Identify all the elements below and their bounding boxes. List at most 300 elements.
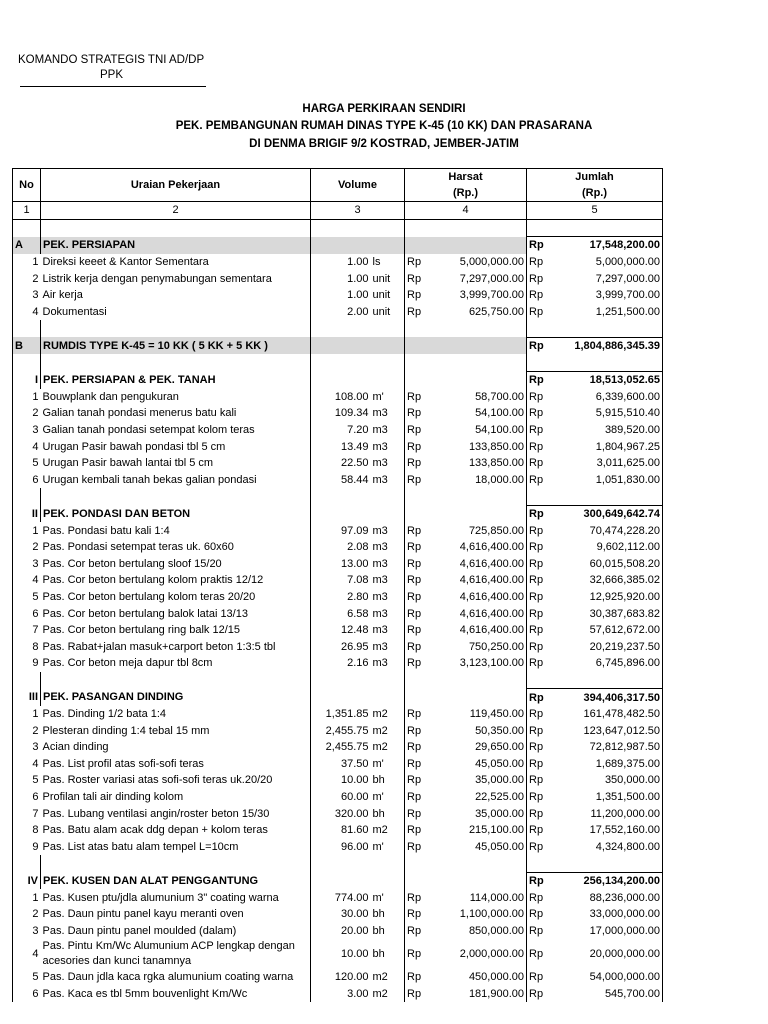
item-unit: m3	[372, 640, 388, 653]
item-currency: Rp	[527, 969, 549, 986]
cell-unit-price	[427, 505, 527, 522]
item-currency: Rp	[527, 906, 549, 923]
item-unit-price: 4,616,400.00	[459, 624, 524, 637]
item-unit-price: 114,000.00	[469, 891, 524, 904]
item-currency: Rp	[527, 422, 549, 439]
item-volume: 108.00	[311, 389, 371, 406]
item-unit-price: 54,100.00	[475, 407, 524, 420]
project-location: DI DENMA BRIGIF 9/2 KOSTRAD, JEMBER-JATIM	[249, 138, 519, 150]
item-amount: 17,552,160.00	[549, 822, 663, 839]
item-unit: m2	[372, 724, 388, 737]
cell-volume	[311, 237, 371, 254]
cell-unit-price	[427, 488, 527, 505]
organization-name: KOMANDO STRATEGIS TNI AD/DP	[18, 54, 205, 66]
cell-amount	[549, 320, 663, 337]
cell-volume	[311, 672, 371, 689]
item-unit: m3	[372, 524, 388, 537]
cell-unit	[371, 320, 405, 337]
item-number: 2	[13, 270, 41, 287]
section-title: PEK. PONDASI DAN BETON	[41, 505, 311, 522]
section-subtotal: 256,134,200.00	[549, 872, 663, 889]
item-amount: 7,297,000.00	[549, 270, 663, 287]
item-currency: Rp	[527, 287, 549, 304]
table-row	[13, 389, 663, 406]
item-number: 1	[13, 389, 41, 406]
item-unit-price: 4,616,400.00	[459, 607, 524, 620]
item-number: 3	[13, 923, 41, 940]
item-unit: m'	[372, 891, 384, 904]
item-currency: Rp	[405, 539, 427, 556]
item-description: Urugan kembali tanah bekas galian pondasi	[42, 473, 257, 486]
item-currency: Rp	[405, 939, 427, 969]
item-volume: 97.09	[311, 522, 371, 539]
item-unit: bh	[372, 807, 385, 820]
item-amount: 123,647,012.50	[549, 722, 663, 739]
item-description: Pas. Pondasi batu kali 1:4	[42, 524, 170, 537]
cell-unit	[371, 237, 405, 254]
item-volume: 3.00	[311, 986, 371, 1003]
item-currency: Rp	[527, 839, 549, 856]
item-currency: Rp	[527, 622, 549, 639]
item-currency: Rp	[405, 572, 427, 589]
item-volume: 10.00	[311, 939, 371, 969]
item-unit: m3	[372, 473, 388, 486]
table-row	[13, 939, 663, 969]
table-row	[13, 254, 663, 271]
item-number: 7	[13, 622, 41, 639]
table-row	[13, 756, 663, 773]
cell-unit-price	[427, 337, 527, 354]
item-amount: 6,339,600.00	[549, 389, 663, 406]
section-row	[13, 237, 663, 254]
cell-description	[41, 855, 311, 872]
cell-currency	[527, 855, 549, 872]
table-row	[13, 986, 663, 1003]
item-unit-price: 22,525.00	[475, 791, 524, 804]
item-unit: m2	[372, 708, 388, 721]
cell-volume	[311, 689, 371, 706]
section-subtotal: 17,548,200.00	[549, 237, 663, 254]
item-currency: Rp	[405, 472, 427, 489]
item-number: 3	[13, 422, 41, 439]
item-currency: Rp	[527, 555, 549, 572]
item-amount: 545,700.00	[549, 986, 663, 1003]
table-row	[13, 906, 663, 923]
item-unit: m'	[372, 390, 384, 403]
cell-no	[13, 855, 41, 872]
cell-currency	[527, 672, 549, 689]
item-number: 9	[13, 655, 41, 672]
item-description: Pas. Cor beton bertulang kolom praktis 12/12	[42, 574, 264, 587]
cell-currency	[405, 488, 427, 505]
item-number: 1	[13, 889, 41, 906]
item-number: 6	[13, 605, 41, 622]
item-currency: Rp	[527, 254, 549, 271]
item-description: Acian dinding	[42, 741, 109, 754]
item-currency: Rp	[527, 756, 549, 773]
cell-no	[13, 488, 41, 505]
cell-volume	[311, 354, 371, 371]
cell-description	[41, 672, 311, 689]
item-description: Galian tanah pondasi setempat kolom teras	[42, 424, 255, 437]
cell-no	[13, 320, 41, 337]
item-volume: 1.00	[311, 287, 371, 304]
item-unit: m3	[372, 590, 388, 603]
item-amount: 30,387,683.82	[549, 605, 663, 622]
item-number: 5	[13, 455, 41, 472]
item-currency: Rp	[527, 923, 549, 940]
cell-no	[13, 219, 41, 237]
section-currency: Rp	[527, 237, 549, 254]
item-amount: 60,015,508.20	[549, 555, 663, 572]
item-currency: Rp	[405, 822, 427, 839]
cell-unit-price	[427, 855, 527, 872]
item-unit-price: 2,000,000.00	[459, 948, 524, 961]
item-description: Pas. Kusen ptu/jdla alumunium 3" coating warna	[42, 891, 279, 904]
item-number: 4	[13, 438, 41, 455]
item-description: Pas. Pintu Km/Wc Alumunium ACP lengkap dengan acesories dan kunci tanamnya	[42, 940, 295, 968]
item-amount: 12,925,920.00	[549, 589, 663, 606]
table-row	[13, 287, 663, 304]
item-amount: 88,236,000.00	[549, 889, 663, 906]
item-volume: 20.00	[311, 923, 371, 940]
table-row	[13, 455, 663, 472]
cell-currency	[527, 488, 549, 505]
col-header-unit-price: Harsat (Rp.)	[405, 169, 527, 202]
item-unit: m2	[372, 971, 388, 984]
col-number: 3	[311, 202, 405, 220]
cost-estimate-table	[12, 168, 663, 1002]
table-row	[13, 304, 663, 321]
item-currency: Rp	[405, 270, 427, 287]
cell-currency	[527, 219, 549, 237]
item-volume: 12.48	[311, 622, 371, 639]
item-currency: Rp	[405, 923, 427, 940]
item-volume: 2,455.75	[311, 722, 371, 739]
table-row	[13, 889, 663, 906]
col-number: 5	[527, 202, 663, 220]
item-volume: 58.44	[311, 472, 371, 489]
item-volume: 81.60	[311, 822, 371, 839]
item-number: 4	[13, 939, 41, 969]
table-row	[13, 422, 663, 439]
item-unit: m'	[372, 791, 384, 804]
item-unit-price: 119,450.00	[469, 708, 524, 721]
item-currency: Rp	[527, 805, 549, 822]
item-unit: m3	[372, 541, 388, 554]
item-unit-price: 725,850.00	[468, 524, 524, 537]
item-amount: 33,000,000.00	[549, 906, 663, 923]
item-number: 3	[13, 739, 41, 756]
item-volume: 109.34	[311, 405, 371, 422]
section-subtotal: 300,649,642.74	[549, 505, 663, 522]
table-row	[13, 805, 663, 822]
item-currency: Rp	[405, 756, 427, 773]
item-currency: Rp	[405, 889, 427, 906]
item-amount: 1,351,500.00	[549, 789, 663, 806]
item-unit-price: 750,250.00	[468, 640, 524, 653]
section-title: PEK. PERSIAPAN	[41, 237, 311, 254]
item-number: 2	[13, 722, 41, 739]
item-amount: 1,689,375.00	[549, 756, 663, 773]
item-number: 3	[13, 287, 41, 304]
section-code: B	[13, 337, 41, 354]
item-amount: 11,200,000.00	[549, 805, 663, 822]
item-number: 3	[13, 555, 41, 572]
cell-description	[41, 488, 311, 505]
section-subtotal: 18,513,052.65	[549, 371, 663, 388]
cell-volume	[311, 505, 371, 522]
item-currency: Rp	[405, 706, 427, 723]
item-volume: 320.00	[311, 805, 371, 822]
item-currency: Rp	[405, 906, 427, 923]
item-volume: 1,351.85	[311, 706, 371, 723]
item-unit-price: 133,850.00	[468, 457, 524, 470]
section-currency: Rp	[527, 371, 549, 388]
project-title: PEK. PEMBANGUNAN RUMAH DINAS TYPE K-45 (10 KK) DAN PRASARANA	[175, 120, 593, 132]
item-unit: m3	[372, 574, 388, 587]
item-description: Urugan Pasir bawah pondasi tbl 5 cm	[42, 440, 226, 453]
item-volume: 1.00	[311, 254, 371, 271]
item-currency: Rp	[527, 986, 549, 1003]
item-unit: m3	[372, 440, 388, 453]
item-currency: Rp	[405, 638, 427, 655]
item-currency: Rp	[527, 655, 549, 672]
item-number: 1	[13, 706, 41, 723]
item-volume: 2.08	[311, 539, 371, 556]
cell-unit	[371, 337, 405, 354]
cell-no	[13, 672, 41, 689]
item-unit-price: 18,000.00	[475, 473, 524, 486]
item-currency: Rp	[405, 722, 427, 739]
table-row	[13, 789, 663, 806]
spacer-row	[13, 320, 663, 337]
item-unit-price: 850,000.00	[468, 924, 524, 937]
section-code: A	[13, 237, 41, 254]
cell-volume	[311, 872, 371, 889]
cell-amount	[549, 354, 663, 371]
item-description: Air kerja	[42, 289, 83, 302]
item-currency: Rp	[405, 589, 427, 606]
signature-line	[20, 86, 206, 87]
item-amount: 3,011,625.00	[549, 455, 663, 472]
table-row	[13, 706, 663, 723]
item-amount: 161,478,482.50	[549, 706, 663, 723]
spacer-row	[13, 672, 663, 689]
item-description: Profilan tali air dinding kolom	[42, 791, 184, 804]
section-currency: Rp	[527, 872, 549, 889]
item-description: Pas. Rabat+jalan masuk+carport beton 1:3:5 tbl	[42, 640, 276, 653]
cell-unit-price	[427, 872, 527, 889]
section-row	[13, 872, 663, 889]
cell-unit	[371, 371, 405, 388]
item-unit-price: 5,000,000.00	[459, 256, 524, 269]
item-volume: 2,455.75	[311, 739, 371, 756]
table-row	[13, 589, 663, 606]
item-currency: Rp	[405, 789, 427, 806]
item-unit-price: 35,000.00	[475, 774, 524, 787]
item-currency: Rp	[405, 304, 427, 321]
col-number: 2	[41, 202, 311, 220]
item-number: 2	[13, 539, 41, 556]
section-title: PEK. KUSEN DAN ALAT PENGGANTUNG	[41, 872, 311, 889]
spacer-row	[13, 219, 663, 237]
ppk-label: PPK	[100, 69, 124, 81]
section-title: RUMDIS TYPE K-45 = 10 KK ( 5 KK + 5 KK )	[41, 337, 311, 354]
cell-currency	[405, 505, 427, 522]
item-amount: 70,474,228.20	[549, 522, 663, 539]
item-unit-price: 7,297,000.00	[459, 272, 524, 285]
item-currency: Rp	[527, 455, 549, 472]
item-unit-price: 29,650.00	[475, 741, 524, 754]
cell-unit-price	[427, 689, 527, 706]
cell-volume	[311, 488, 371, 505]
item-unit: m3	[372, 424, 388, 437]
item-unit-price: 58,700.00	[475, 390, 524, 403]
section-subtotal: 1,804,886,345.39	[549, 337, 663, 354]
section-code: II	[13, 505, 41, 522]
item-currency: Rp	[527, 605, 549, 622]
item-number: 5	[13, 969, 41, 986]
table-row	[13, 472, 663, 489]
cell-currency	[405, 320, 427, 337]
item-number: 6	[13, 472, 41, 489]
item-unit: bh	[372, 924, 385, 937]
section-code: IV	[13, 872, 41, 889]
cell-amount	[549, 219, 663, 237]
item-unit-price: 50,350.00	[475, 724, 524, 737]
col-header-no: No	[13, 169, 41, 202]
item-amount: 5,000,000.00	[549, 254, 663, 271]
item-currency: Rp	[405, 839, 427, 856]
item-number: 1	[13, 522, 41, 539]
table-row	[13, 539, 663, 556]
item-currency: Rp	[405, 422, 427, 439]
item-amount: 20,219,237.50	[549, 638, 663, 655]
section-code: I	[13, 371, 41, 388]
item-amount: 6,745,896.00	[549, 655, 663, 672]
item-currency: Rp	[527, 822, 549, 839]
item-volume: 22.50	[311, 455, 371, 472]
item-number: 6	[13, 789, 41, 806]
section-row	[13, 689, 663, 706]
item-description: Listrik kerja dengan penymabungan sementara	[42, 272, 272, 285]
item-unit: m'	[372, 840, 384, 853]
item-currency: Rp	[405, 405, 427, 422]
item-unit-price: 215,100.00	[468, 824, 524, 837]
item-description: Pas. Cor beton bertulang balok latai 13/13	[42, 607, 248, 620]
item-currency: Rp	[527, 522, 549, 539]
item-unit: unit	[372, 305, 391, 318]
cell-currency	[405, 689, 427, 706]
item-volume: 7.08	[311, 572, 371, 589]
item-currency: Rp	[405, 287, 427, 304]
item-currency: Rp	[405, 605, 427, 622]
item-unit-price: 4,616,400.00	[459, 574, 524, 587]
cell-unit	[371, 689, 405, 706]
table-row	[13, 655, 663, 672]
cell-amount	[549, 672, 663, 689]
item-unit: m3	[372, 624, 388, 637]
item-description: Pas. Cor beton meja dapur tbl 8cm	[42, 657, 213, 670]
cell-currency	[527, 354, 549, 371]
cell-unit-price	[427, 237, 527, 254]
item-volume: 774.00	[311, 889, 371, 906]
item-currency: Rp	[405, 969, 427, 986]
cell-currency	[405, 237, 427, 254]
item-description: Pas. Cor beton bertulang kolom teras 20/20	[42, 590, 256, 603]
table-row	[13, 839, 663, 856]
item-currency: Rp	[405, 772, 427, 789]
cell-unit	[371, 219, 405, 237]
item-unit-price: 3,123,100.00	[459, 657, 524, 670]
item-volume: 26.95	[311, 638, 371, 655]
cell-unit	[371, 354, 405, 371]
cell-unit	[371, 488, 405, 505]
cell-volume	[311, 219, 371, 237]
item-number: 5	[13, 772, 41, 789]
item-description: Pas. Daun pintu panel kayu meranti oven	[42, 908, 244, 921]
cell-unit-price	[427, 219, 527, 237]
item-number: 9	[13, 839, 41, 856]
column-number-row	[13, 202, 663, 220]
item-currency: Rp	[527, 706, 549, 723]
item-description: Pas. Pondasi setempat teras uk. 60x60	[42, 541, 234, 554]
item-unit: bh	[372, 774, 385, 787]
item-description: Plesteran dinding 1:4 tebal 15 mm	[42, 724, 210, 737]
item-amount: 20,000,000.00	[549, 939, 663, 969]
item-volume: 2.00	[311, 304, 371, 321]
item-volume: 13.00	[311, 555, 371, 572]
cell-unit-price	[427, 320, 527, 337]
cell-volume	[311, 855, 371, 872]
table-row	[13, 822, 663, 839]
item-amount: 57,612,672.00	[549, 622, 663, 639]
item-currency: Rp	[527, 304, 549, 321]
cell-currency	[527, 320, 549, 337]
item-description: Pas. Lubang ventilasi angin/roster beton 15/30	[42, 807, 270, 820]
item-currency: Rp	[405, 555, 427, 572]
item-volume: 30.00	[311, 906, 371, 923]
item-description: Pas. List profil atas sofi-sofi teras	[42, 757, 204, 770]
cell-currency	[405, 672, 427, 689]
item-volume: 96.00	[311, 839, 371, 856]
cell-currency	[405, 337, 427, 354]
item-number: 8	[13, 638, 41, 655]
item-amount: 1,804,967.25	[549, 438, 663, 455]
item-volume: 2.80	[311, 589, 371, 606]
cell-volume	[311, 337, 371, 354]
item-unit-price: 3,999,700.00	[459, 289, 524, 302]
item-unit-price: 1,100,000.00	[459, 908, 524, 921]
item-amount: 1,051,830.00	[549, 472, 663, 489]
item-currency: Rp	[405, 389, 427, 406]
item-description: Direksi keeet & Kantor Sementara	[42, 256, 209, 269]
cell-unit-price	[427, 672, 527, 689]
item-description: Pas. List atas batu alam tempel L=10cm	[42, 840, 239, 853]
item-unit: ls	[372, 256, 381, 269]
item-amount: 350,000.00	[549, 772, 663, 789]
item-volume: 6.58	[311, 605, 371, 622]
cell-amount	[549, 488, 663, 505]
document-title: HARGA PERKIRAAN SENDIRI	[302, 103, 466, 115]
cell-unit	[371, 872, 405, 889]
section-row	[13, 505, 663, 522]
table-row	[13, 522, 663, 539]
item-currency: Rp	[405, 986, 427, 1003]
item-description: Pas. Kaca es tbl 5mm bouvenlight Km/Wc	[42, 988, 248, 1001]
item-unit: bh	[372, 948, 385, 961]
